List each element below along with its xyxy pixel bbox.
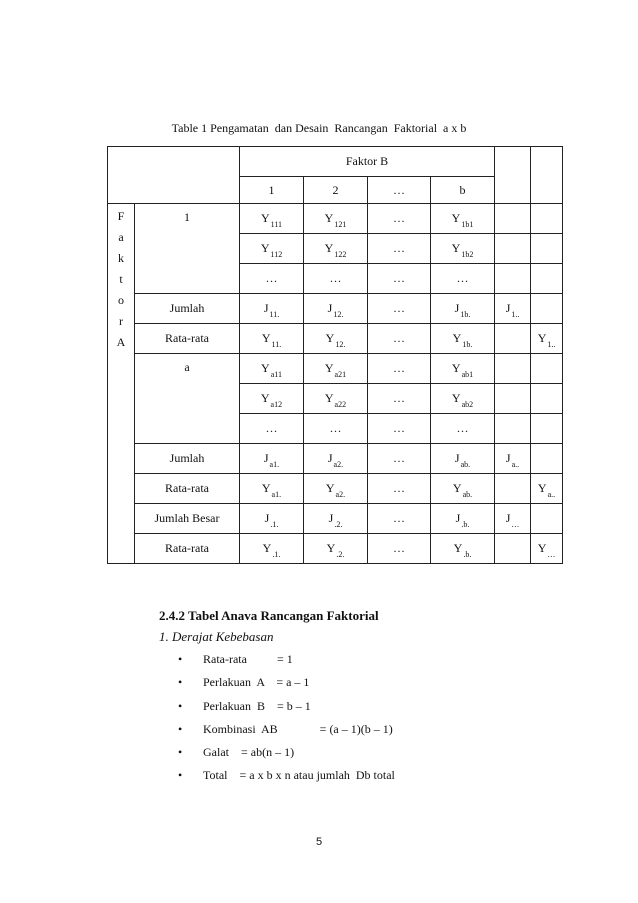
table-row	[108, 504, 563, 534]
table-cell: $J_{1b.}$	[431, 294, 495, 324]
table-cell: $Y_{121}$	[304, 204, 368, 234]
table-cell: $Y_{.b.}$	[431, 534, 495, 564]
table-cell: $Y_{1..}$	[531, 324, 563, 354]
corner-cell	[108, 147, 240, 204]
table-cell: $J_{a1.}$	[240, 444, 304, 474]
bullet-icon: •	[178, 768, 183, 783]
table-cell: $Y_{a2.}$	[304, 474, 368, 504]
table-cell: …	[304, 264, 368, 294]
table-cell: $J_{1..}$	[495, 294, 531, 324]
table-row	[108, 204, 563, 234]
list-item: • Perlakuan B = b – 1	[178, 695, 395, 718]
table-cell: …	[368, 444, 431, 474]
table-cell: …	[431, 264, 495, 294]
table-cell: …	[368, 474, 431, 504]
table-cell: …	[368, 414, 431, 444]
level-label: 1	[135, 204, 240, 294]
table-cell: …	[240, 414, 304, 444]
level-label: a	[135, 354, 240, 444]
bullet-icon: •	[178, 721, 183, 736]
table-cell: $Y_{a11}$	[240, 354, 304, 384]
row-label: Jumlah	[135, 294, 240, 324]
list-item: • Kombinasi AB = (a – 1)(b – 1)	[178, 718, 395, 741]
table-cell: $J_{ab.}$	[431, 444, 495, 474]
table-cell: $Y_{a..}$	[531, 474, 563, 504]
table-row	[108, 444, 563, 474]
table-cell: $Y_\dots$	[531, 534, 563, 564]
page-number: 5	[315, 836, 323, 848]
list-item: • Total = a x b x n atau jumlah Db total	[178, 764, 395, 787]
factorial-design-table	[107, 146, 563, 564]
table-cell: $Y_{a12}$	[240, 384, 304, 414]
table-cell: …	[368, 264, 431, 294]
table-cell: $Y_{12.}$	[304, 324, 368, 354]
table-cell: $Y_{112}$	[240, 234, 304, 264]
bullet-icon: •	[178, 652, 183, 666]
factor-b-header: Faktor B	[240, 147, 495, 177]
table-cell: …	[368, 294, 431, 324]
table-cell: …	[368, 234, 431, 264]
table-cell: $Y_{ab.}$	[431, 474, 495, 504]
table-cell: $Y_{a1.}$	[240, 474, 304, 504]
table-cell: …	[240, 264, 304, 294]
table-cell: $Y_{ab1}$	[431, 354, 495, 384]
table-cell: $Y_{a22}$	[304, 384, 368, 414]
table-cell: $Y_{1b.}$	[431, 324, 495, 354]
table-row	[108, 294, 563, 324]
bullet-icon: •	[178, 698, 183, 713]
table-cell: $Y_{a21}$	[304, 354, 368, 384]
list-item: • Rata-rata = 1	[178, 648, 395, 671]
factor-a-label: F a k t o r A	[108, 204, 135, 564]
b-level-header: 2	[304, 177, 368, 204]
table-cell: $J_{a2.}$	[304, 444, 368, 474]
row-label: Jumlah	[135, 444, 240, 474]
table-cell: $J_\dots$	[495, 504, 531, 534]
row-label: Rata-rata	[135, 474, 240, 504]
table-cell: …	[304, 414, 368, 444]
table-cell: $Y_{111}$	[240, 204, 304, 234]
table-cell: $Y_{11.}$	[240, 324, 304, 354]
row-label: Jumlah Besar	[135, 504, 240, 534]
table-row	[108, 147, 563, 177]
table-cell: …	[368, 204, 431, 234]
table-cell: $Y_{.1.}$	[240, 534, 304, 564]
table-row	[108, 534, 563, 564]
list-item: • Perlakuan A = a – 1	[178, 671, 395, 694]
table-cell: …	[368, 354, 431, 384]
bullet-icon: •	[178, 745, 183, 760]
table-cell: $Y_{ab2}$	[431, 384, 495, 414]
b-level-header: …	[368, 177, 431, 204]
table-row	[108, 474, 563, 504]
table-cell: $J_{.2.}$	[304, 504, 368, 534]
table-cell: $Y_{122}$	[304, 234, 368, 264]
row-label: Rata-rata	[135, 324, 240, 354]
table-cell: $Y_{1b2}$	[431, 234, 495, 264]
b-level-header: 1	[240, 177, 304, 204]
list-item: • Galat = ab(n – 1)	[178, 741, 395, 764]
table-cell: $Y_{.2.}$	[304, 534, 368, 564]
df-list	[178, 648, 395, 788]
subsection-title: 1. Derajat Kebebasan	[159, 629, 274, 644]
table-cell: $J_{12.}$	[304, 294, 368, 324]
table-row	[108, 324, 563, 354]
bullet-icon: •	[178, 675, 183, 690]
table-row	[108, 354, 563, 384]
table-cell: …	[368, 384, 431, 414]
table-cell: …	[368, 324, 431, 354]
table-cell: $J_{.b.}$	[431, 504, 495, 534]
table-cell: $J_{11.}$	[240, 294, 304, 324]
row-label: Rata-rata	[135, 534, 240, 564]
b-level-header: b	[431, 177, 495, 204]
table-cell: …	[431, 414, 495, 444]
table-cell: …	[368, 504, 431, 534]
table-caption: Table 1 Pengamatan dan Desain Rancangan Faktorial a x b	[171, 121, 467, 135]
table-cell: $J_{.1.}$	[240, 504, 304, 534]
section-title: 2.4.2 Tabel Anava Rancangan Faktorial	[159, 608, 379, 623]
table-cell: $Y_{1b1}$	[431, 204, 495, 234]
table-cell: $J_{a..}$	[495, 444, 531, 474]
table-cell: …	[368, 534, 431, 564]
